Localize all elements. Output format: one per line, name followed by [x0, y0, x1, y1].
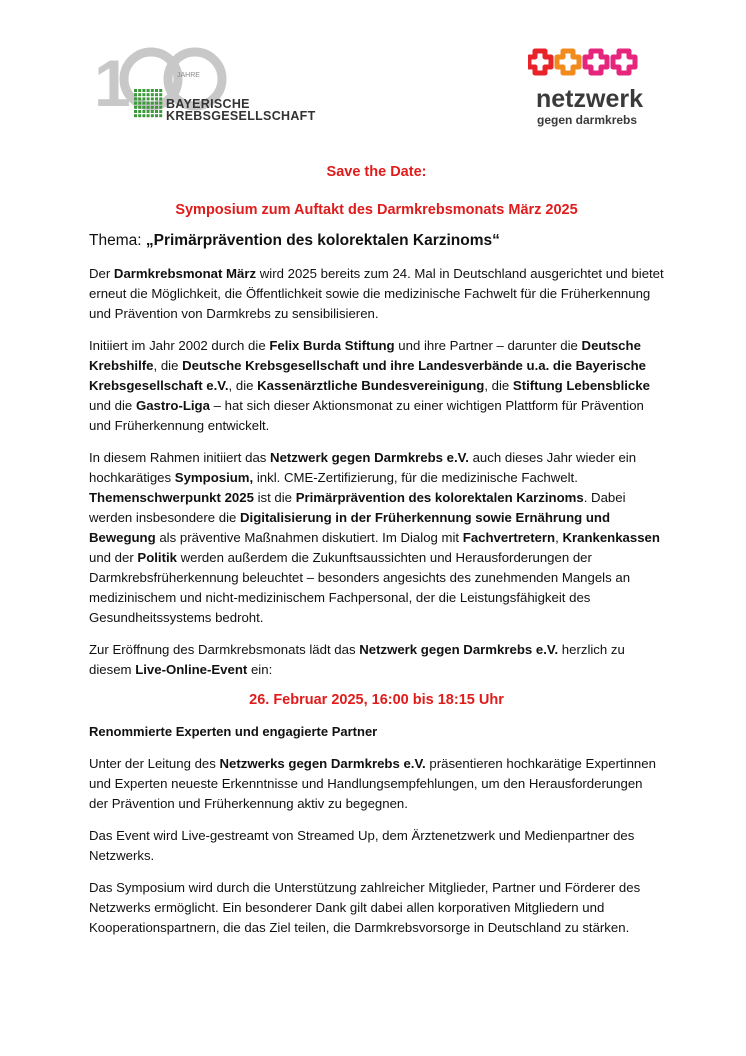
logo-cross-pink	[585, 51, 607, 73]
logo-dot	[134, 110, 137, 113]
document-body	[89, 160, 664, 950]
event-date: 26. Februar 2025, 16:00 bis 18:15 Uhr	[249, 692, 504, 708]
logo-dot	[142, 110, 145, 113]
logo-dot	[138, 97, 141, 100]
logo-dot	[138, 93, 141, 96]
logo-dot	[159, 89, 162, 92]
logo-dot	[134, 114, 137, 117]
logo-dot	[159, 102, 162, 105]
logo-dot	[159, 110, 162, 113]
logo-dot	[147, 102, 150, 105]
logo-dot	[151, 102, 154, 105]
paragraph-symposium: In diesem Rahmen initiiert das Netzwerk gegen Darmkrebs e.V. auch dieses Jahr wieder ein hochkarätiges Symposium, inkl. CME-Zertifizierung, für die medizinische Fachwelt. Themenschwerpunkt 2025 ist die Primärprävention des kolorektalen Karzinoms. Dabei werden insbesondere die Digitalisierung in der Früherkennung sowie Ernährung und Bewegung als präventive Maßnahmen diskutiert. Im Dialog mit Fachvertretern, Krankenkassen und der Politik werden außerdem die Zukunftsaussichten und Herausforderungen der Darmkrebsfrüherkennung beleuchtet – besonders angesichts des zunehmenden Mangels an medizinischem und nicht-medizinischem Fachpersonal, der die Leistungsfähigkeit des Gesundheitssystems bedroht.	[89, 450, 660, 625]
logo-dot	[134, 106, 137, 109]
logo-jahre-text: JAHRE	[177, 72, 200, 79]
logo-dot	[151, 97, 154, 100]
logo-dot	[147, 106, 150, 109]
logo-dot	[147, 97, 150, 100]
logo-dot	[147, 89, 150, 92]
logo-dot	[151, 110, 154, 113]
paragraph-experts: Unter der Leitung des Netzwerks gegen Darmkrebs e.V. präsentieren hochkarätige Expertinnen und Experten neueste Erkenntnisse und Handlungsempfehlungen, um den Herausforderungen der Prävention und Früherkennung aktiv zu begegnen.	[89, 756, 656, 811]
section-subheading: Renommierte Experten und engagierte Partner	[89, 724, 378, 739]
logo-dot	[155, 97, 158, 100]
logo-dot	[142, 106, 145, 109]
logo-dot	[159, 114, 162, 117]
save-the-date-heading: Save the Date:	[326, 164, 427, 180]
logo-dot	[151, 114, 154, 117]
thema-line	[89, 230, 664, 252]
logo-dot	[155, 106, 158, 109]
logo-dot	[138, 102, 141, 105]
logo-dot	[142, 97, 145, 100]
thema-label: Thema:	[89, 232, 146, 249]
logo-green-dot-grid	[134, 89, 162, 117]
logo-dot	[147, 110, 150, 113]
logo-dot	[142, 89, 145, 92]
paragraph-streaming: Das Event wird Live-gestreamt von Streamed Up, dem Ärztenetzwerk und Medienpartner des Netzwerks.	[89, 828, 635, 863]
logo-dot	[147, 93, 150, 96]
paragraph-invitation: Zur Eröffnung des Darmkrebsmonats lädt das Netzwerk gegen Darmkrebs e.V. herzlich zu diesem Live-Online-Event ein:	[89, 642, 625, 677]
logo-dot	[155, 102, 158, 105]
logo-dot	[155, 93, 158, 96]
logo-tagline-text: gegen darmkrebs	[537, 113, 638, 127]
logo-dot	[138, 89, 141, 92]
logo-hundred-digit: 1	[94, 46, 131, 120]
logo-line-bayerische: BAYERISCHE	[166, 97, 250, 111]
bayerische-krebsgesellschaft-logo	[92, 44, 342, 122]
symposium-title: Symposium zum Auftakt des Darmkrebsmonats März 2025	[175, 202, 578, 218]
logo-colored-crosses	[529, 51, 635, 73]
logo-dot	[159, 106, 162, 109]
logo-dot	[142, 93, 145, 96]
logo-dot	[159, 97, 162, 100]
paragraph-thanks: Das Symposium wird durch die Unterstützung zahlreicher Mitglieder, Partner und Förderer des Netzwerks ermöglicht. Ein besonderer Dank gilt dabei allen korporativen Mitgliedern und Kooperationspartnern, die das Ziel teilen, die Darmkrebsvorsorge in Deutschland zu stärken.	[89, 880, 641, 935]
logo-cross-pink-2	[613, 51, 635, 73]
logo-dot	[138, 106, 141, 109]
logo-dot	[155, 110, 158, 113]
logo-line-krebsgesellschaft: KREBSGESELLSCHAFT	[166, 109, 316, 122]
logo-cross-orange	[557, 51, 579, 73]
logo-dot	[155, 89, 158, 92]
logo-dot	[138, 110, 141, 113]
logo-netzwerk-text: netzwerk	[536, 85, 643, 113]
paragraph-initiators: Initiiert im Jahr 2002 durch die Felix Burda Stiftung und ihre Partner – darunter die Deutsche Krebshilfe, die Deutsche Krebsgesellschaft und ihre Landesverbände u.a. die Bayerische Krebsgesellschaft e.V., die Kassenärztliche Bundesvereinigung, die Stiftung Lebensblicke und die Gastro-Liga – hat sich dieser Aktionsmonat zu einer wichtigen Plattform für Prävention und Früherkennung entwickelt.	[89, 338, 650, 433]
logo-dot	[147, 114, 150, 117]
logo-dot	[134, 89, 137, 92]
logo-dot	[134, 93, 137, 96]
logo-dot	[151, 89, 154, 92]
logo-dot	[159, 93, 162, 96]
logo-dot	[142, 114, 145, 117]
logo-dot	[138, 114, 141, 117]
logo-dot	[142, 102, 145, 105]
logo-dot	[134, 97, 137, 100]
thema-value: „Primärprävention des kolorektalen Karzinoms“	[145, 232, 500, 249]
logo-cross-red	[529, 51, 551, 73]
logo-dot	[151, 106, 154, 109]
netzwerk-gegen-darmkrebs-logo	[528, 44, 658, 139]
logo-dot	[155, 114, 158, 117]
logo-dot	[151, 93, 154, 96]
logo-dot	[134, 102, 137, 105]
paragraph-intro: Der Darmkrebsmonat März wird 2025 bereits zum 24. Mal in Deutschland ausgerichtet und bietet erneut die Möglichkeit, die Öffentlichkeit sowie die medizinische Fachwelt für die Früherkennung und Prävention von Darmkrebs zu sensibilisieren.	[89, 266, 664, 321]
